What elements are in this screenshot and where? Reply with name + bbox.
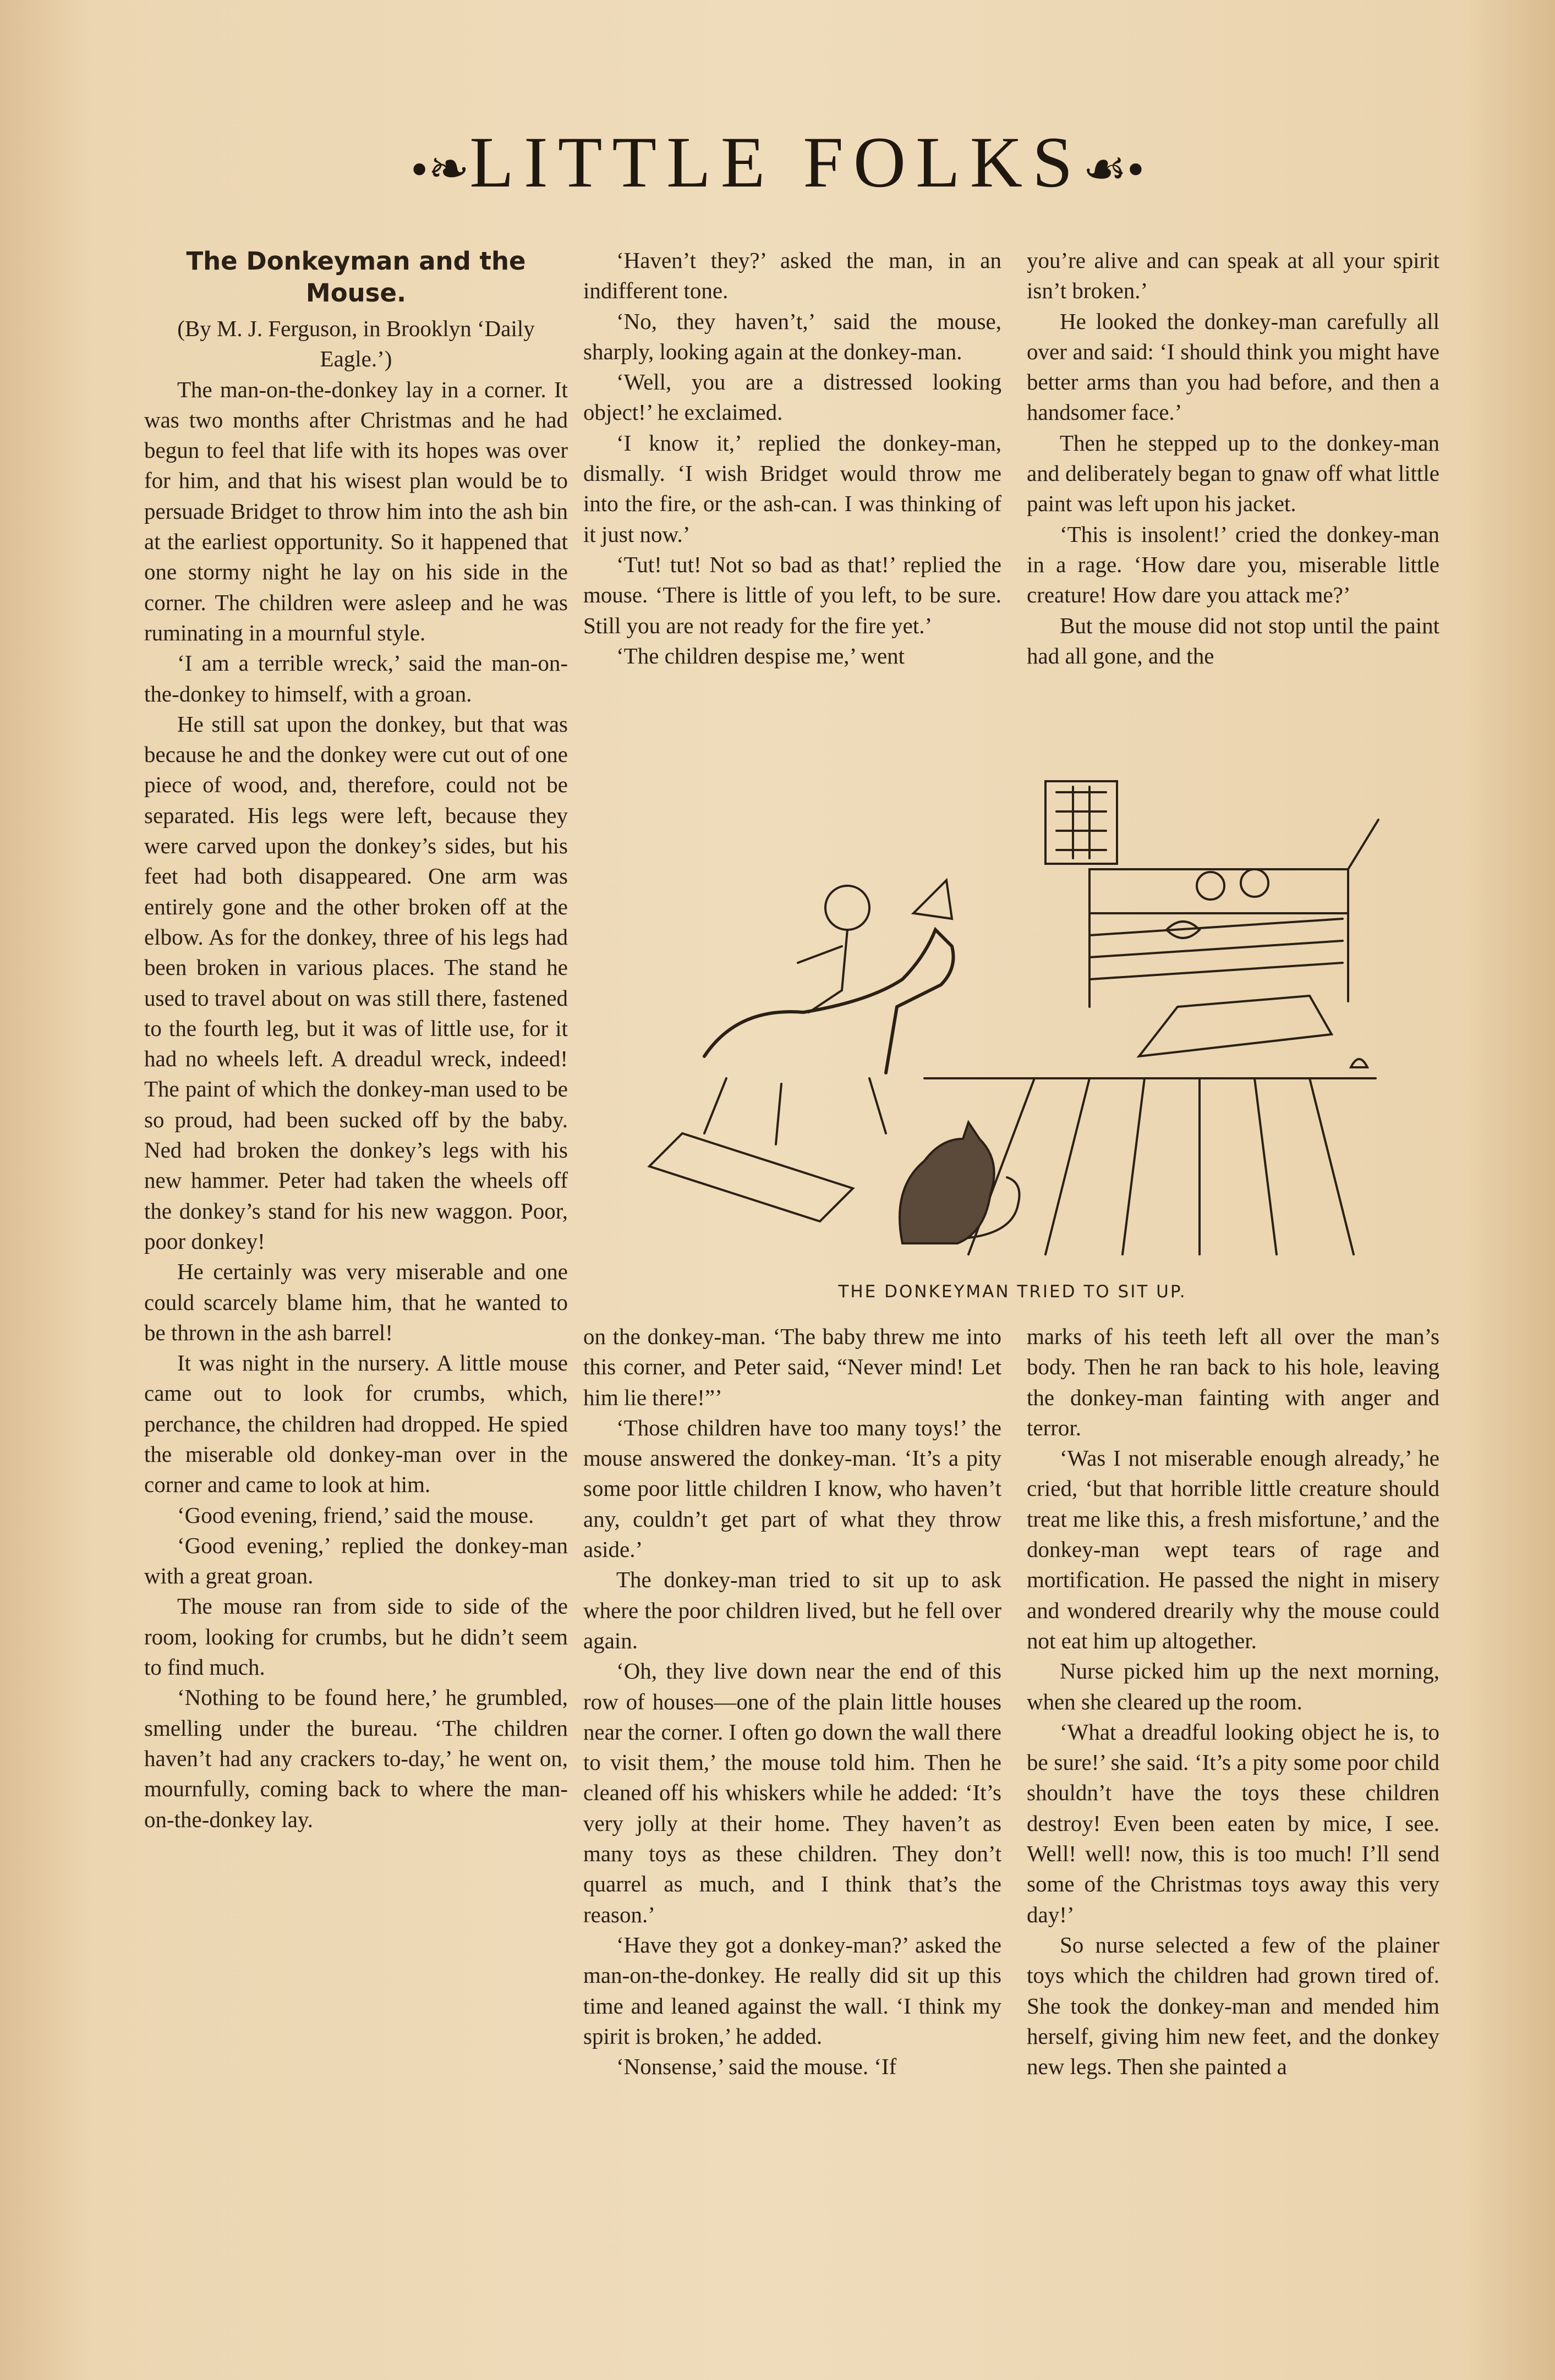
- paragraph: Nurse picked him up the next morning, when she cleared up the room.: [1027, 1658, 1439, 1714]
- paragraph: ‘Oh, they live down near the end of this row of houses—one of the plain little houses near the corner. I often go down the wall there to visit them,’ the mouse told him. Then he cleaned off his whiskers while he added: ‘It’s very jolly at their home. They haven’t as many toys as these children. They don’t quarrel as much, and I think that’s the reason.’: [583, 1658, 1001, 1927]
- paragraph: It was night in the nursery. A little mouse came out to look for crumbs, which, perchance, the children had dropped. He spied the miserable old donkey-man over in the corner and came to look at him.: [144, 1350, 568, 1498]
- column-3-bottom: [1027, 1321, 1439, 2082]
- floorboards: [968, 1078, 1354, 1254]
- paragraph: ‘What a dreadful looking object he is, to be sure!’ she said. ‘It’s a pity some poor child shouldn’t have the toys these children destroy! Even been eaten by mice, I see. Well! well! now, this is too much! I’ll send some of the Christmas toys away this very day!’: [1027, 1719, 1439, 1927]
- paragraph: But the mouse did not stop until the paint had all gone, and the: [1027, 612, 1439, 668]
- section-masthead: [0, 124, 1555, 209]
- paragraph: He looked the donkey-man carefully all over and said: ‘I should think you might have better arms than you had before, and then a handsomer face.’: [1027, 308, 1439, 425]
- paragraph: ‘Haven’t they?’ asked the man, in an indifferent tone.: [583, 248, 1001, 304]
- column-2-bottom: [583, 1321, 1001, 2082]
- story-byline: (By M. J. Ferguson, in Brooklyn ‘Daily Eagle.’): [177, 316, 535, 372]
- paragraph: ‘No, they haven’t,’ said the mouse, sharply, looking again at the donkey-man.: [583, 308, 1001, 364]
- wheel-stand: [649, 1133, 853, 1221]
- paragraph: ‘Was I not miserable enough already,’ he cried, ‘but that horrible little creature should treat me like this, a fresh misfortune,’ and the donkey-man wept tears of rage and mortification. He passed the night in misery and wondered drearily why the mouse could not eat him up altogether.: [1027, 1445, 1439, 1653]
- column-1: [144, 245, 568, 1835]
- paragraph: ‘I am a terrible wreck,’ said the man-on-the-donkey to himself, with a groan.: [144, 650, 568, 706]
- paragraph: The mouse ran from side to side of the room, looking for crumbs, but he didn’t seem to find much.: [144, 1593, 568, 1680]
- paragraph: ‘Those children have too many toys!’ the mouse answered the donkey-man. ‘It’s a pity some poor little children I know, who haven’t any, couldn’t get part of what they throw aside.’: [583, 1414, 1001, 1562]
- mouse: [900, 1122, 1020, 1243]
- donkey-and-rider: [649, 880, 954, 1221]
- section-title: LITTLE FOLKS: [469, 122, 1083, 202]
- window: [1045, 781, 1117, 864]
- paragraph: He certainly was very miserable and one could scarcely blame him, that he wanted to be thrown in the ash barrel!: [144, 1259, 568, 1345]
- illustration-donkeyman: [616, 770, 1387, 1265]
- paragraph: ‘Nothing to be found here,’ he grumbled, smelling under the bureau. ‘The children haven’t had any crackers to-day,’ he went on, mournfully, coming back to where the man-on-the-donkey lay.: [144, 1685, 568, 1832]
- bed: [1089, 820, 1378, 1007]
- paragraph: ‘Good evening,’ replied the donkey-man with a great groan.: [144, 1532, 568, 1589]
- column-3-top: [1027, 245, 1439, 671]
- paragraph: ‘Have they got a donkey-man?’ asked the man-on-the-donkey. He really did sit up this time and leaned against the wall. ‘I think my spirit is broken,’ he added.: [583, 1932, 1001, 2049]
- paragraph: ‘Well, you are a distressed looking object!’ he exclaimed.: [583, 369, 1001, 425]
- paragraph: So nurse selected a few of the plainer toys which the children had grown tired of. She took the donkey-man and mended him herself, giving him new feet, and the donkey new legs. Then she painted a: [1027, 1932, 1439, 2080]
- ornament-right: ☙•: [1082, 142, 1145, 197]
- column-2-top: [583, 245, 1001, 671]
- paragraph: ‘The children despise me,’ went: [616, 643, 905, 668]
- paragraph: Then he stepped up to the donkey-man and deliberately began to gnaw off what little paint was left upon his jacket.: [1027, 430, 1439, 517]
- paragraph: on the donkey-man. ‘The baby threw me into this corner, and Peter said, “Never mind! Let him lie there!”’: [583, 1324, 1001, 1410]
- ornament-left: •❧: [410, 142, 470, 197]
- paragraph: marks of his teeth left all over the man’s body. Then he ran back to his hole, leaving the donkey-man fainting with anger and terror.: [1027, 1324, 1439, 1440]
- paragraph: ‘Tut! tut! Not so bad as that!’ replied the mouse. ‘There is little of you left, to be sure. Still you are not ready for the fire yet.’: [583, 551, 1001, 638]
- illustration-caption: THE DONKEYMAN TRIED TO SIT UP.: [838, 1282, 1187, 1302]
- paragraph: The man-on-the-donkey lay in a corner. It was two months after Christmas and he had begun to feel that life with its hopes was over for him, and that his wisest plan would be to persuade Bridget to throw him into the ash bin at the earliest opportunity. So it happened that one stormy night he lay on his side in the corner. The children were asleep and he was ruminating in a mournful style.: [144, 376, 568, 645]
- paragraph: ‘Nonsense,’ said the mouse. ‘If: [616, 2054, 897, 2080]
- paragraph: ‘Good evening, friend,’ said the mouse.: [177, 1502, 534, 1528]
- paragraph: He still sat upon the donkey, but that was because he and the donkey were cut out of one piece of wood, and, therefore, could not be separated. His legs were left, because they were carved upon the donkey’s sides, but his feet had both disappeared. One arm was entirely gone and the other broken off at the elbow. As for the donkey, three of his legs had been broken in various places. The stand he used to travel about on was still there, fastened to the fourth leg, but it was of little use, for it had no wheels left. A dreadul wreck, indeed! The paint of which the donkey-man used to be so proud, had been sucked off by the baby. Ned had broken the donkey’s legs with his new hammer. Peter had taken the wheels off the donkey’s stand for his new waggon. Poor, poor donkey!: [144, 711, 568, 1254]
- story-title: The Donkeyman and the Mouse.: [186, 246, 526, 308]
- paragraph: ‘This is insolent!’ cried the donkey-man in a rage. ‘How dare you, miserable little creature! How dare you attack me?’: [1027, 521, 1439, 608]
- rug: [1139, 996, 1332, 1056]
- paragraph: ‘I know it,’ replied the donkey-man, dismally. ‘I wish Bridget would throw me into the fire, or the ash-can. I was thinking of it just now.’: [583, 430, 1001, 547]
- paragraph: The donkey-man tried to sit up to ask where the poor children lived, but he fell over again.: [583, 1567, 1001, 1653]
- paragraph: you’re alive and can speak at all your spirit isn’t broken.’: [1027, 248, 1439, 304]
